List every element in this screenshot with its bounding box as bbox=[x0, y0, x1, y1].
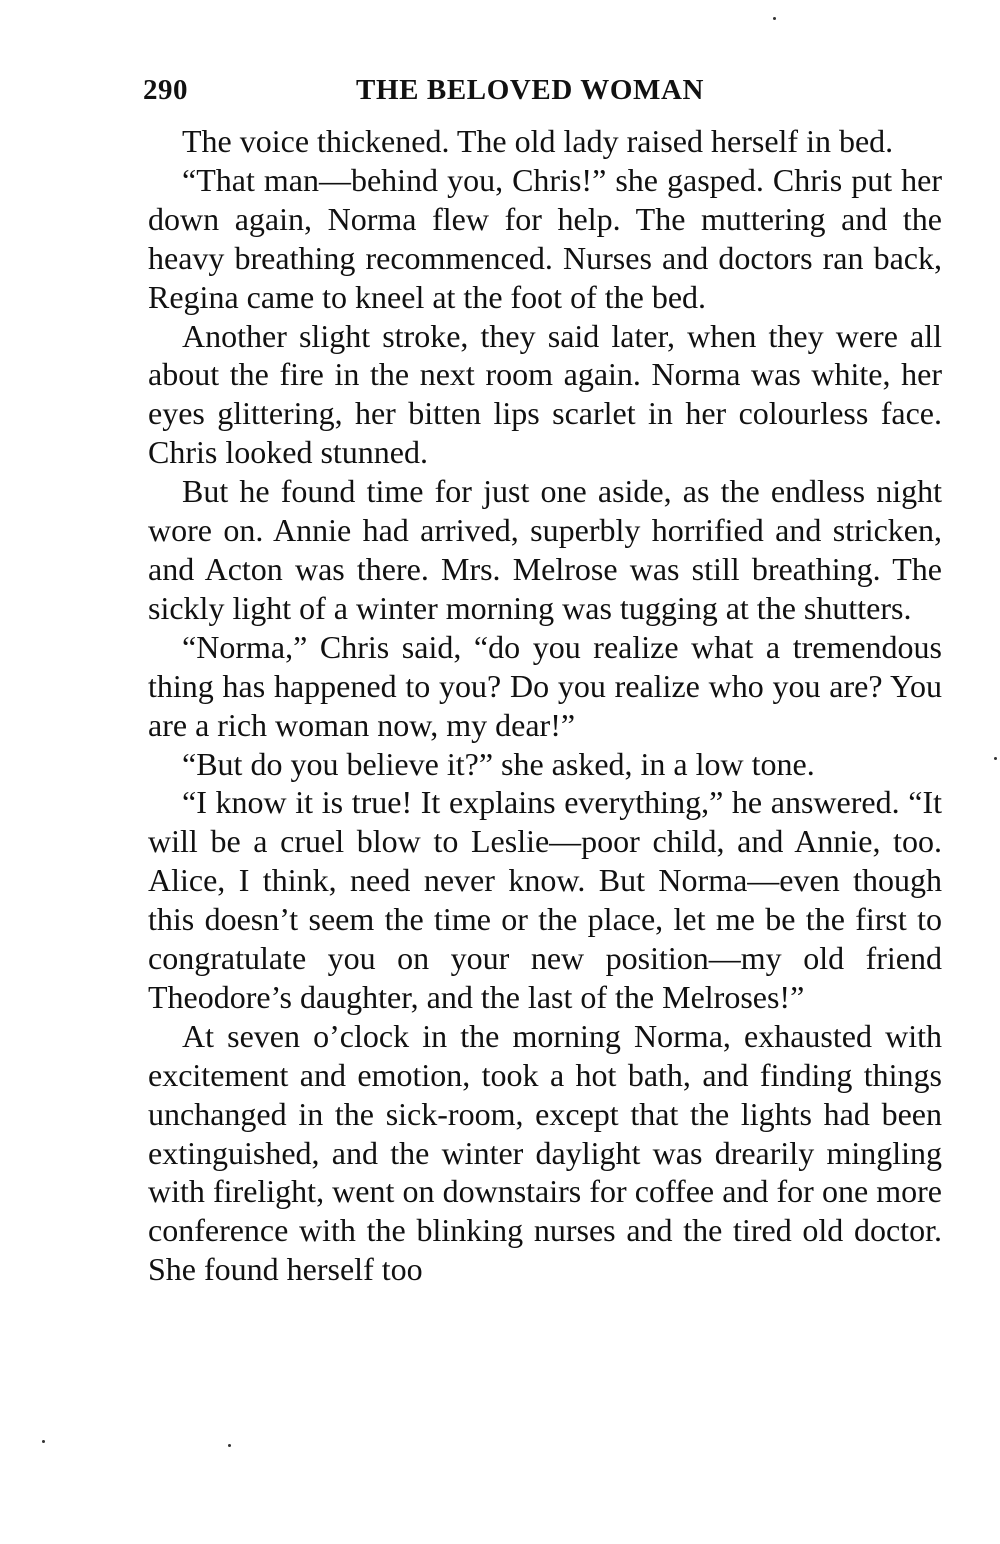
scan-speck bbox=[228, 1444, 231, 1447]
scan-speck bbox=[773, 17, 776, 20]
running-head bbox=[143, 68, 942, 112]
paragraph-2: “That man—behind you, Chris!” she gasped. Chris put her down again, Norma flew for help. The muttering and the heavy breathing recommenced. Nurses and doctors ran back, Regina came to kneel at the foot of the bed. bbox=[148, 161, 942, 315]
paragraph-5: “Norma,” Chris said, “do you realize what a tremendous thing has happened to you? Do you realize who you are? You are a rich woman now, my dear!” bbox=[148, 628, 942, 743]
paragraph-4: But he found time for just one aside, as the endless night wore on. Annie had arrived, superbly horrified and stricken, and Acton was there. Mrs. Melrose was still breathing. The sickly light of a winter morning was tugging at the shutters. bbox=[148, 473, 942, 626]
scan-speck bbox=[42, 1440, 45, 1443]
body-text bbox=[148, 122, 942, 1289]
book-title: THE BELOVED WOMAN bbox=[356, 74, 705, 106]
paragraph-6: “But do you believe it?” she asked, in a low tone. bbox=[182, 745, 815, 782]
page-number: 290 bbox=[143, 74, 188, 106]
scan-speck bbox=[994, 757, 997, 760]
paragraph-8: At seven o’clock in the morning Norma, exhausted with excitement and emotion, took a hot bath, and finding things unchanged in the sick-room, except that the lights had been extinguished, and the winter daylight was drearily mingling with firelight, went on downstairs for coffee and for one more conference with the blinking nurses and the tired old doctor. She found herself too bbox=[148, 1017, 942, 1288]
paragraph-7: “I know it is true! It explains everything,” he answered. “It will be a cruel blow to Leslie—poor child, and Annie, too. Alice, I think, need never know. But Norma—even though this doesn’t seem the time or the place, let me be the first to congratulate you on your new position—my old friend Theodore’s daughter, and the last of the Melroses!” bbox=[148, 784, 942, 1015]
paragraph-3: Another slight stroke, they said later, when they were all about the fire in the next room again. Norma was white, her eyes glittering, her bitten lips scarlet in her colourless face. Chris looked stunned. bbox=[148, 317, 942, 471]
paragraph-1: The voice thickened. The old lady raised herself in bed. bbox=[182, 123, 894, 159]
book-page bbox=[143, 68, 942, 1289]
